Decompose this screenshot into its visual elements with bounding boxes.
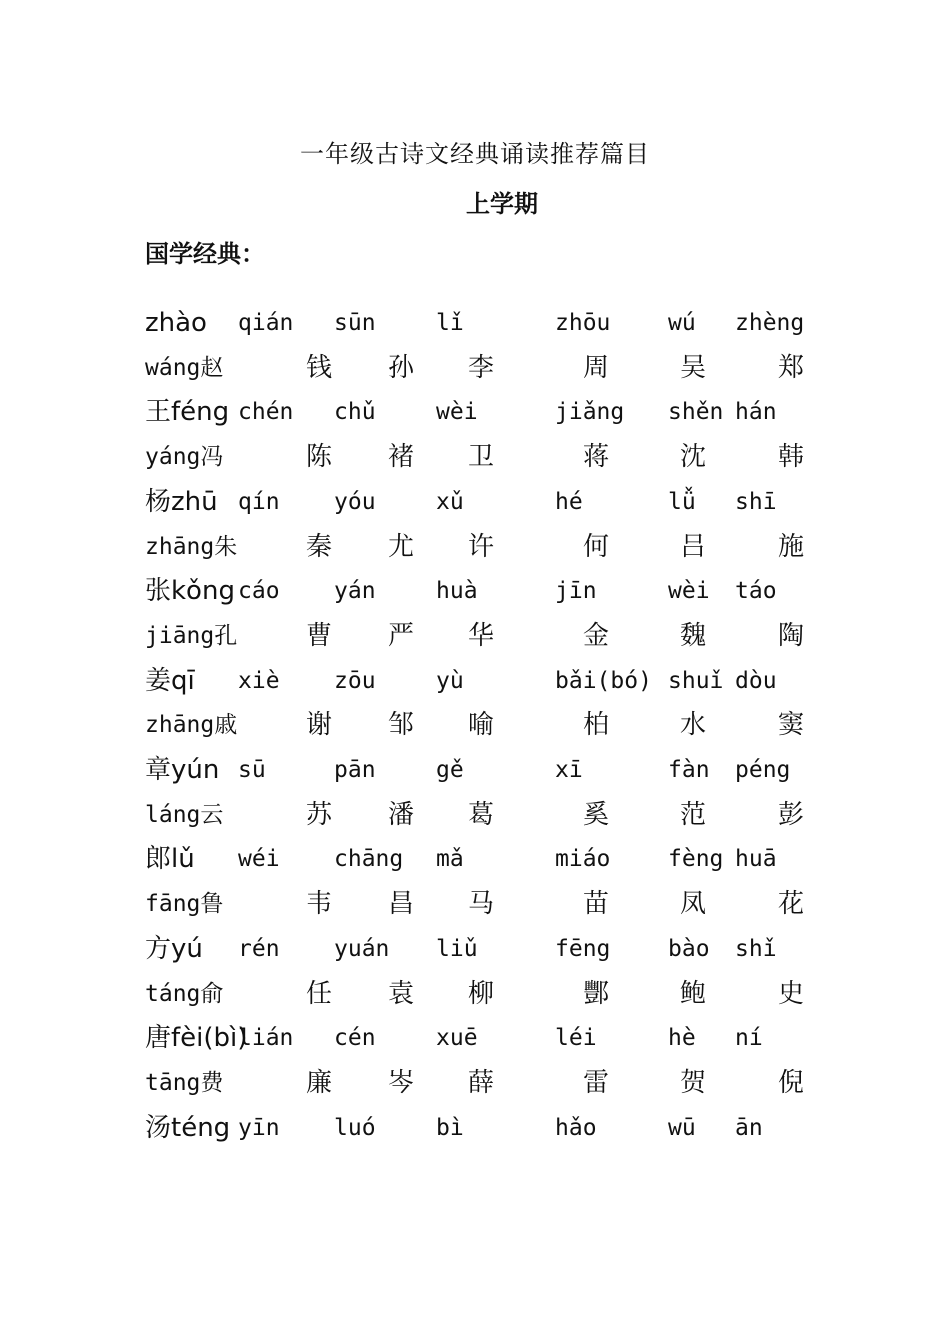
hanzi-cell: 马 xyxy=(468,889,495,920)
pinyin-cell: cáo xyxy=(238,578,280,605)
pinyin-cell: shuǐ xyxy=(668,667,724,694)
row-lead-cell: 张kǒng xyxy=(145,576,235,607)
pinyin-cell: luó xyxy=(334,1114,376,1141)
row-lead-cell: jiāng孔 xyxy=(145,622,238,649)
hanzi-cell: 李 xyxy=(468,352,495,383)
pinyin-cell: ní xyxy=(735,1025,763,1052)
hanzi-cell: 韩 xyxy=(778,442,805,473)
pinyin-cell: léi xyxy=(555,1025,597,1052)
pinyin-cell: shī xyxy=(735,488,777,515)
pinyin-cell: wèi xyxy=(436,399,478,426)
row-lead-cell: 姜qī xyxy=(145,665,195,696)
row-lead-cell: 章yún xyxy=(145,755,220,785)
pinyin-cell: ān xyxy=(735,1114,763,1141)
pinyin-cell: chāng xyxy=(334,846,404,873)
grid-row xyxy=(0,755,950,785)
pinyin-cell: xiè xyxy=(238,667,280,694)
hanzi-cell: 窦 xyxy=(778,710,805,741)
row-lead-cell: zhāng朱 xyxy=(145,533,238,560)
hanzi-cell: 鲍 xyxy=(680,978,707,1009)
pinyin-cell: lián xyxy=(238,1025,294,1052)
pinyin-cell: dòu xyxy=(735,667,777,694)
row-lead-cell: 汤téng xyxy=(145,1112,231,1143)
hanzi-cell: 昌 xyxy=(388,889,415,920)
hanzi-cell: 水 xyxy=(680,710,707,741)
hanzi-cell: 倪 xyxy=(778,1067,805,1098)
pinyin-cell: wéi xyxy=(238,846,280,873)
hanzi-cell: 陶 xyxy=(778,620,805,651)
hanzi-cell: 廉 xyxy=(306,1067,333,1098)
row-lead-cell: zhào xyxy=(145,308,207,338)
grid-row xyxy=(0,1113,950,1143)
term-heading: 上学期 xyxy=(466,190,538,218)
hanzi-cell: 薛 xyxy=(468,1067,495,1098)
pinyin-cell: huà xyxy=(436,578,478,605)
pinyin-cell: fēng xyxy=(555,935,611,962)
row-lead-cell: yáng冯 xyxy=(145,444,224,471)
pinyin-cell: bì xyxy=(436,1114,464,1141)
hanzi-cell: 曹 xyxy=(306,620,333,651)
hanzi-cell: 彭 xyxy=(778,799,805,830)
row-lead-cell: wáng赵 xyxy=(145,354,224,381)
hanzi-cell: 魏 xyxy=(680,620,707,651)
pinyin-cell: hǎo xyxy=(555,1114,597,1141)
pinyin-cell: xǔ xyxy=(436,488,464,515)
row-lead-cell: zhāng戚 xyxy=(145,712,238,739)
document-title: 一年级古诗文经典诵读推荐篇目 xyxy=(300,140,650,168)
pinyin-cell: chǔ xyxy=(334,399,376,426)
hanzi-cell: 许 xyxy=(468,531,495,562)
pinyin-cell: jīn xyxy=(555,578,597,605)
row-lead-cell: láng云 xyxy=(145,801,224,828)
row-lead-cell: 王féng xyxy=(145,397,230,428)
grid-row xyxy=(0,397,950,427)
pinyin-cell: qián xyxy=(238,310,294,336)
grid-row xyxy=(0,710,950,740)
grid-row xyxy=(0,666,950,696)
grid-row xyxy=(0,979,950,1009)
hanzi-cell: 孙 xyxy=(388,352,415,383)
grid-row xyxy=(0,621,950,651)
row-lead-cell: 郎lǔ xyxy=(145,844,195,875)
pinyin-cell: miáo xyxy=(555,846,611,873)
hanzi-cell: 潘 xyxy=(388,799,415,830)
pinyin-cell: liǔ xyxy=(436,935,478,962)
grid-row xyxy=(0,442,950,472)
hanzi-cell: 花 xyxy=(778,889,805,920)
pinyin-cell: zhōu xyxy=(555,310,611,336)
hanzi-cell: 酆 xyxy=(583,978,610,1009)
hanzi-cell: 韦 xyxy=(306,889,333,920)
pinyin-cell: yīn xyxy=(238,1114,280,1141)
pinyin-cell: shěn xyxy=(668,399,724,426)
pinyin-cell: wú xyxy=(668,310,696,336)
hanzi-cell: 周 xyxy=(583,352,610,383)
grid-row xyxy=(0,576,950,606)
hanzi-cell: 吴 xyxy=(680,352,707,383)
grid-row xyxy=(0,844,950,874)
hanzi-cell: 谢 xyxy=(306,710,333,741)
pinyin-cell: yán xyxy=(334,578,376,605)
pinyin-cell: jiǎng xyxy=(555,399,625,426)
row-lead-cell: 方yú xyxy=(145,933,203,964)
hanzi-cell: 钱 xyxy=(306,352,333,383)
hanzi-cell: 尤 xyxy=(388,531,415,562)
hanzi-cell: 史 xyxy=(778,978,805,1009)
pinyin-cell: fèng xyxy=(668,846,724,873)
pinyin-cell: xuē xyxy=(436,1025,478,1052)
pinyin-cell: fàn xyxy=(668,757,710,783)
hanzi-cell: 范 xyxy=(680,799,707,830)
hanzi-cell: 袁 xyxy=(388,978,415,1009)
grid-row xyxy=(0,889,950,919)
grid-row xyxy=(0,353,950,383)
hanzi-cell: 施 xyxy=(778,531,805,562)
hanzi-cell: 柏 xyxy=(583,710,610,741)
pinyin-cell: sū xyxy=(238,757,266,783)
row-lead-cell: táng俞 xyxy=(145,980,224,1007)
hanzi-cell: 凤 xyxy=(680,889,707,920)
grid-row xyxy=(0,532,950,562)
hanzi-cell: 任 xyxy=(306,978,333,1009)
pinyin-cell: mǎ xyxy=(436,846,464,873)
pinyin-cell: zōu xyxy=(334,667,376,694)
pinyin-cell: hán xyxy=(735,399,777,426)
pinyin-cell: bǎi(bó) xyxy=(555,667,652,694)
row-lead-cell: 杨zhū xyxy=(145,486,218,517)
pinyin-cell: péng xyxy=(735,757,791,783)
hanzi-cell: 雷 xyxy=(583,1067,610,1098)
pinyin-cell: yóu xyxy=(334,488,376,515)
hanzi-cell: 华 xyxy=(468,620,495,651)
pinyin-cell: shǐ xyxy=(735,935,777,962)
hanzi-cell: 何 xyxy=(583,531,610,562)
pinyin-cell: lǚ xyxy=(668,488,696,515)
pinyin-cell: gě xyxy=(436,757,464,783)
grid-row xyxy=(0,800,950,830)
pinyin-cell: qín xyxy=(238,488,280,515)
row-lead-cell: tāng费 xyxy=(145,1069,224,1096)
hanzi-cell: 葛 xyxy=(468,799,495,830)
pinyin-cell: pān xyxy=(334,757,376,783)
hanzi-cell: 金 xyxy=(583,620,610,651)
pinyin-cell: chén xyxy=(238,399,294,426)
hanzi-cell: 苗 xyxy=(583,889,610,920)
grid-row xyxy=(0,1023,950,1053)
pinyin-cell: huā xyxy=(735,846,777,873)
pinyin-cell: sūn xyxy=(334,310,376,336)
hanzi-cell: 柳 xyxy=(468,978,495,1009)
grid-row xyxy=(0,487,950,517)
hanzi-cell: 郑 xyxy=(778,352,805,383)
pinyin-cell: xī xyxy=(555,757,583,783)
pinyin-cell: zhèng xyxy=(735,310,805,336)
pinyin-cell: wèi xyxy=(668,578,710,605)
pinyin-cell: bào xyxy=(668,935,710,962)
grid-row xyxy=(0,308,950,338)
pinyin-cell: táo xyxy=(735,578,777,605)
pinyin-cell: cén xyxy=(334,1025,376,1052)
hanzi-cell: 喻 xyxy=(468,710,495,741)
row-lead-cell: 唐fèi(bì) xyxy=(145,1023,248,1054)
hanzi-cell: 苏 xyxy=(306,799,333,830)
hanzi-cell: 吕 xyxy=(680,531,707,562)
pinyin-cell: rén xyxy=(238,935,280,962)
row-lead-cell: fāng鲁 xyxy=(145,891,224,918)
section-heading: 国学经典： xyxy=(145,240,265,268)
hanzi-cell: 卫 xyxy=(468,442,495,473)
hanzi-cell: 贺 xyxy=(680,1067,707,1098)
pinyin-cell: lǐ xyxy=(436,310,464,336)
pinyin-cell: wū xyxy=(668,1114,696,1141)
grid-row xyxy=(0,1068,950,1098)
hanzi-cell: 褚 xyxy=(388,442,415,473)
grid-row xyxy=(0,934,950,964)
hanzi-cell: 邹 xyxy=(388,710,415,741)
pinyin-cell: hé xyxy=(555,488,583,515)
pinyin-cell: hè xyxy=(668,1025,696,1052)
hanzi-cell: 秦 xyxy=(306,531,333,562)
hanzi-cell: 陈 xyxy=(306,442,333,473)
pinyin-cell: yù xyxy=(436,667,464,694)
hanzi-cell: 蒋 xyxy=(583,442,610,473)
hanzi-cell: 严 xyxy=(388,620,415,651)
pinyin-cell: yuán xyxy=(334,935,390,962)
hanzi-cell: 奚 xyxy=(583,799,610,830)
hanzi-cell: 岑 xyxy=(388,1067,415,1098)
hanzi-cell: 沈 xyxy=(680,442,707,473)
